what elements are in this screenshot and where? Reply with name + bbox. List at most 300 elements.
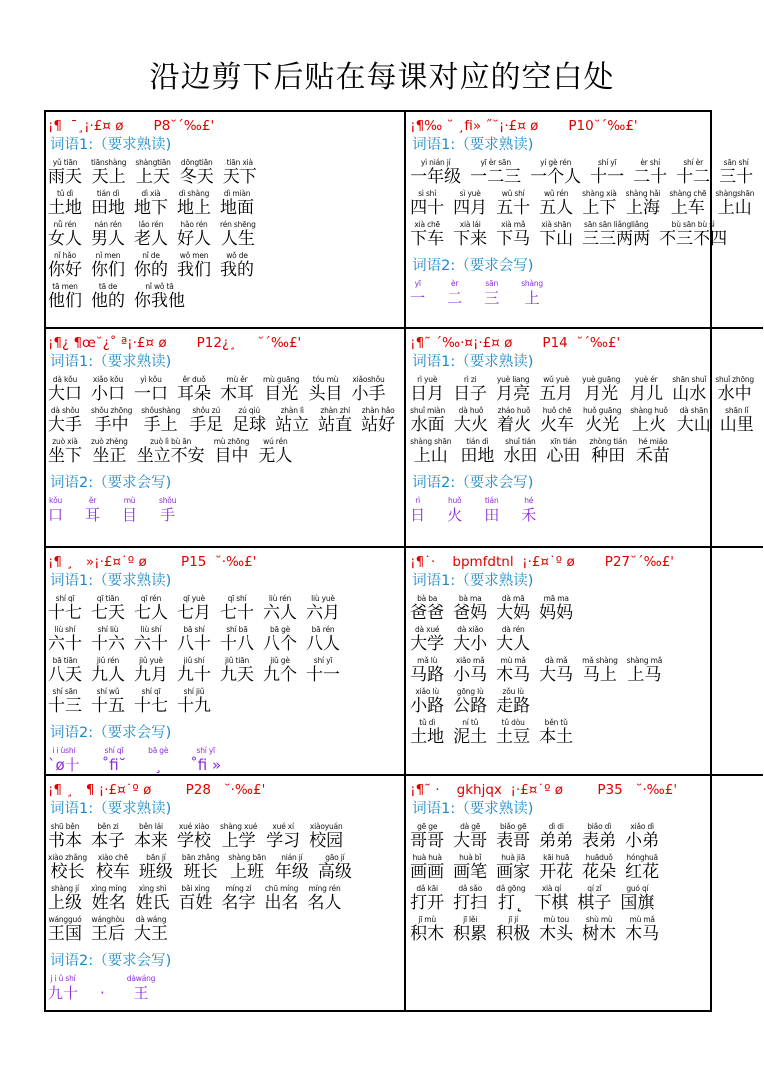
pinyin: èr bbox=[451, 279, 459, 288]
word bbox=[410, 189, 444, 219]
word bbox=[85, 496, 100, 526]
word bbox=[530, 158, 581, 188]
pinyin: shí qī bbox=[55, 594, 75, 603]
word bbox=[91, 158, 126, 188]
hanzi: 十五 bbox=[91, 696, 125, 716]
pinyin: huǒ chē bbox=[542, 406, 572, 415]
word bbox=[48, 625, 82, 655]
word-row bbox=[410, 718, 763, 748]
pinyin: zháo huǒ bbox=[497, 406, 531, 415]
pinyin: míng zì bbox=[225, 884, 252, 893]
pinyin: jiǔ tiān bbox=[224, 656, 250, 665]
word bbox=[91, 220, 125, 250]
pinyin: dà shān bbox=[679, 406, 708, 415]
hanzi: 学习 bbox=[266, 831, 301, 851]
hanzi: 我的 bbox=[220, 260, 254, 280]
hanzi: 站好 bbox=[361, 415, 396, 435]
word bbox=[177, 625, 211, 655]
hanzi: 五人 bbox=[539, 198, 574, 218]
word bbox=[232, 406, 266, 436]
hanzi: 画笔 bbox=[453, 862, 488, 882]
hanzi: 目光 bbox=[264, 384, 299, 404]
hanzi: 走路 bbox=[496, 696, 531, 716]
hanzi: 你好 bbox=[48, 260, 82, 280]
hanzi: ˚fi » bbox=[190, 756, 222, 774]
word bbox=[306, 594, 340, 624]
word bbox=[410, 220, 444, 250]
hanzi: 下山 bbox=[539, 229, 574, 249]
pinyin: mù bbox=[123, 496, 136, 505]
hanzi: 大山 bbox=[676, 415, 711, 435]
pinyin: bù sān bù sì bbox=[671, 220, 715, 229]
word-row bbox=[48, 746, 404, 776]
hanzi: 十六 bbox=[91, 634, 125, 654]
hanzi: 手上 bbox=[143, 415, 178, 435]
word bbox=[453, 656, 487, 686]
pinyin: dǎ gōng bbox=[496, 884, 526, 893]
hanzi: 本土 bbox=[539, 727, 574, 747]
word bbox=[177, 687, 211, 717]
word bbox=[627, 656, 662, 686]
hanzi: 耳朵 bbox=[177, 384, 211, 404]
word bbox=[496, 687, 530, 717]
pinyin: tǔ dì bbox=[57, 189, 73, 198]
pinyin: huāduǒ bbox=[585, 853, 613, 862]
word bbox=[91, 594, 125, 624]
word-row bbox=[48, 189, 404, 219]
hanzi: 国旗 bbox=[620, 893, 655, 913]
word-row bbox=[410, 687, 763, 717]
word bbox=[583, 406, 621, 436]
pinyin: bā shí bbox=[183, 625, 205, 634]
word bbox=[48, 822, 82, 852]
pinyin: tóu mù bbox=[312, 375, 339, 384]
word bbox=[496, 594, 530, 624]
word bbox=[410, 437, 451, 467]
word bbox=[308, 884, 342, 914]
pinyin: shàng chē bbox=[669, 189, 707, 198]
pinyin: shuǐ zhōng bbox=[715, 375, 754, 384]
pinyin: běn lái bbox=[139, 822, 163, 831]
lesson-header: ¡¶˜ · gkhjqx ¡·£¤˙º ø P35 ˘·‰£' bbox=[410, 782, 678, 798]
hanzi: 四月 bbox=[453, 198, 488, 218]
hanzi: 火光 bbox=[585, 415, 620, 435]
pinyin: shí jiǔ bbox=[183, 687, 205, 696]
pinyin: dà shǒu bbox=[50, 406, 80, 415]
hanzi: 手足 bbox=[189, 415, 224, 435]
hanzi: 五十 bbox=[496, 198, 531, 218]
pinyin: dà wáng bbox=[135, 915, 167, 924]
pinyin: yuè guāng bbox=[582, 375, 621, 384]
lesson-header: ¡¶¿ ¶œ˘¿˚ ª¡·£¤ ø P12¿¸ ˘´‰£' bbox=[48, 335, 302, 351]
word bbox=[460, 437, 494, 467]
hanzi: 我们 bbox=[177, 260, 211, 280]
pinyin: wánghòu bbox=[91, 915, 125, 924]
hanzi: 九人 bbox=[91, 665, 125, 685]
word bbox=[410, 594, 444, 624]
word bbox=[410, 718, 444, 748]
word bbox=[539, 822, 573, 852]
pinyin: huǒ bbox=[447, 496, 462, 505]
hanzi: 树木 bbox=[582, 924, 617, 944]
hanzi: 泥土 bbox=[453, 727, 488, 747]
pinyin: jiǔ gè bbox=[270, 656, 290, 665]
pinyin: xiǎo lù bbox=[415, 687, 439, 696]
hanzi: 大学 bbox=[410, 634, 445, 654]
hanzi: 不三不四 bbox=[659, 229, 728, 249]
word bbox=[102, 746, 126, 776]
hanzi: 七月 bbox=[177, 603, 211, 623]
lesson-cell bbox=[46, 329, 406, 548]
hanzi: 十七 bbox=[134, 696, 168, 716]
word bbox=[134, 282, 185, 312]
pinyin: guó qí bbox=[626, 884, 649, 893]
hanzi: 着火 bbox=[497, 415, 531, 435]
word bbox=[626, 189, 661, 219]
pinyin: dì shàng bbox=[178, 189, 210, 198]
pinyin: liù yuè bbox=[311, 594, 335, 603]
word-row bbox=[48, 496, 404, 526]
word bbox=[134, 220, 168, 250]
hanzi: 大人 bbox=[496, 634, 531, 654]
word bbox=[134, 625, 168, 655]
pinyin: bà ba bbox=[417, 594, 438, 603]
pinyin: dà kǒu bbox=[52, 375, 78, 384]
hanzi: 四十 bbox=[410, 198, 445, 218]
pinyin: mù mǎ bbox=[629, 915, 655, 924]
pinyin: dàwáng bbox=[126, 974, 156, 983]
word bbox=[534, 884, 568, 914]
hanzi: 打扫 bbox=[453, 893, 488, 913]
hanzi: 日 bbox=[410, 506, 426, 524]
word bbox=[720, 406, 754, 436]
pinyin: sān bbox=[485, 279, 499, 288]
pinyin: wǔ yuè bbox=[543, 375, 570, 384]
word bbox=[539, 220, 573, 250]
hanzi: 八天 bbox=[48, 665, 82, 685]
word bbox=[48, 656, 82, 686]
word bbox=[496, 718, 530, 748]
word bbox=[220, 625, 254, 655]
word bbox=[496, 915, 530, 945]
pinyin: bā gè bbox=[148, 746, 169, 755]
word bbox=[453, 718, 487, 748]
word bbox=[582, 189, 616, 219]
pinyin: nǚ rén bbox=[53, 220, 77, 229]
word-row bbox=[48, 884, 404, 914]
hanzi: 天下 bbox=[222, 167, 257, 187]
pinyin: zhàn hǎo bbox=[361, 406, 395, 415]
word bbox=[48, 282, 82, 312]
pinyin: rì zi bbox=[463, 375, 477, 384]
lesson-header: ¡¶ ¯¸¡·£¤ ø P8˘´‰£' bbox=[48, 118, 215, 134]
pinyin: qī shí bbox=[227, 594, 247, 603]
hanzi: 他们 bbox=[48, 291, 82, 311]
hanzi: 耳 bbox=[85, 506, 101, 524]
pinyin: dì xià bbox=[141, 189, 161, 198]
lesson-cell bbox=[406, 776, 763, 1010]
word bbox=[410, 496, 425, 526]
pinyin: shí bā bbox=[226, 625, 248, 634]
hanzi: 水面 bbox=[410, 415, 445, 435]
section-label: 词语1:（要求熟读) bbox=[50, 137, 172, 153]
word bbox=[410, 687, 444, 717]
pinyin: wǔ shí bbox=[501, 189, 525, 198]
hanzi: 男人 bbox=[91, 229, 125, 249]
pinyin: shàng bān bbox=[228, 853, 266, 862]
word bbox=[48, 594, 82, 624]
hanzi: 十八 bbox=[220, 634, 254, 654]
pinyin: shū běn bbox=[50, 822, 80, 831]
word-row bbox=[410, 437, 763, 467]
hanzi: 爸爸 bbox=[410, 603, 445, 623]
pinyin: yì kǒu bbox=[140, 375, 162, 384]
pinyin: xìng míng bbox=[91, 884, 127, 893]
hanzi: 八人 bbox=[306, 634, 340, 654]
word bbox=[453, 594, 487, 624]
hanzi: 七十 bbox=[220, 603, 254, 623]
pinyin: xià mǎ bbox=[501, 220, 526, 229]
pinyin: zuò lì bù ān bbox=[150, 437, 192, 446]
lesson-cell bbox=[406, 112, 763, 329]
hanzi: 一二三 bbox=[470, 167, 522, 187]
pinyin: shàng bbox=[521, 279, 543, 288]
word bbox=[539, 594, 573, 624]
word bbox=[91, 822, 125, 852]
hanzi: 木马 bbox=[625, 924, 660, 944]
word bbox=[265, 884, 299, 914]
pinyin: tián dì bbox=[466, 437, 489, 446]
pinyin: mù mǎ bbox=[500, 656, 526, 665]
pinyin: zuò xià bbox=[52, 437, 78, 446]
word bbox=[496, 220, 530, 250]
pinyin: mā ma bbox=[543, 594, 569, 603]
pinyin: rén shēng bbox=[220, 220, 256, 229]
pinyin: shàngshān bbox=[715, 189, 755, 198]
word bbox=[220, 375, 254, 405]
pinyin: dà xué bbox=[414, 625, 440, 634]
word bbox=[410, 853, 444, 883]
word bbox=[91, 687, 125, 717]
word bbox=[91, 437, 128, 467]
word bbox=[48, 189, 82, 219]
hanzi: 红花 bbox=[625, 862, 660, 882]
pinyin: qī tiān bbox=[96, 594, 120, 603]
hanzi: 田地 bbox=[91, 198, 125, 218]
hanzi: 三 bbox=[484, 289, 500, 307]
word bbox=[497, 406, 531, 436]
pinyin: ěr duǒ bbox=[182, 375, 206, 384]
word bbox=[453, 822, 487, 852]
word bbox=[134, 822, 168, 852]
hanzi: 上班 bbox=[230, 862, 265, 882]
word bbox=[275, 853, 309, 883]
word bbox=[410, 406, 445, 436]
pinyin: zhàn lì bbox=[280, 406, 304, 415]
hanzi: 土豆 bbox=[496, 727, 531, 747]
pinyin: kāi huā bbox=[543, 853, 570, 862]
hanzi: 校长 bbox=[50, 862, 85, 882]
pinyin: jī lěi bbox=[463, 915, 478, 924]
word bbox=[410, 279, 425, 309]
hanzi: 月亮 bbox=[496, 384, 531, 404]
hanzi: 百姓 bbox=[178, 893, 213, 913]
word bbox=[453, 625, 487, 655]
hanzi: 木耳 bbox=[220, 384, 254, 404]
lesson-header: ¡¶ ¸ »¡·£¤˙º ø P15 ˘·‰£' bbox=[48, 554, 257, 570]
pinyin: tián bbox=[484, 496, 499, 505]
pinyin: tiān xià bbox=[226, 158, 253, 167]
word bbox=[100, 974, 105, 1004]
hanzi: 小口 bbox=[91, 384, 125, 404]
hanzi: 上下 bbox=[582, 198, 617, 218]
pinyin: shàng mǎ bbox=[626, 656, 663, 665]
hanzi: 大王 bbox=[134, 924, 168, 944]
word bbox=[220, 251, 254, 281]
pinyin: yuè liang bbox=[496, 375, 530, 384]
word bbox=[496, 375, 530, 405]
pinyin: shàngtiān bbox=[135, 158, 171, 167]
word bbox=[582, 822, 616, 852]
pinyin: jiǔ yuè bbox=[139, 656, 163, 665]
hanzi: 上天 bbox=[136, 167, 171, 187]
hanzi: 八个 bbox=[263, 634, 297, 654]
word-row bbox=[48, 437, 404, 467]
word bbox=[620, 884, 654, 914]
word-row bbox=[48, 406, 404, 436]
word bbox=[582, 375, 620, 405]
hanzi: 哥哥 bbox=[410, 831, 445, 851]
hanzi: 下来 bbox=[453, 229, 488, 249]
word bbox=[453, 189, 487, 219]
pinyin: yǔ tiān bbox=[52, 158, 78, 167]
hanzi: 禾苗 bbox=[635, 446, 670, 466]
word bbox=[521, 496, 536, 526]
pinyin: sì shí bbox=[418, 189, 437, 198]
word bbox=[91, 282, 125, 312]
pinyin: mù tou bbox=[543, 915, 569, 924]
hanzi: 十九 bbox=[177, 696, 211, 716]
hanzi: 小弟 bbox=[625, 831, 660, 851]
pinyin: dì di bbox=[548, 822, 564, 831]
lesson-grid bbox=[44, 110, 755, 1012]
section-label: 词语1:（要求熟读) bbox=[50, 354, 172, 370]
pinyin: xiǎo mǎ bbox=[455, 656, 485, 665]
word bbox=[214, 437, 250, 467]
hanzi: 上海 bbox=[626, 198, 661, 218]
word bbox=[484, 496, 499, 526]
word-row bbox=[48, 251, 404, 281]
word-row bbox=[410, 158, 763, 188]
word-row bbox=[48, 656, 404, 686]
hanzi: 手中 bbox=[94, 415, 129, 435]
pinyin: wángguó bbox=[48, 915, 82, 924]
pinyin: dǎ kāi bbox=[416, 884, 438, 893]
pinyin: dǎ sǎo bbox=[458, 884, 482, 893]
hanzi: 头目 bbox=[308, 384, 343, 404]
pinyin: bǎi xìng bbox=[181, 884, 210, 893]
word bbox=[582, 915, 616, 945]
lesson-cell bbox=[406, 329, 763, 548]
hanzi: 种田 bbox=[591, 446, 626, 466]
hanzi: 上火 bbox=[632, 415, 667, 435]
pinyin: shàng huǒ bbox=[630, 406, 668, 415]
word bbox=[582, 220, 650, 250]
word bbox=[177, 220, 211, 250]
pinyin: xiàoyuán bbox=[309, 822, 343, 831]
word bbox=[134, 251, 168, 281]
word-row bbox=[48, 282, 404, 312]
word bbox=[48, 220, 82, 250]
word bbox=[410, 822, 444, 852]
pinyin: wú rén bbox=[263, 437, 288, 446]
hanzi: 大小 bbox=[453, 634, 488, 654]
word bbox=[410, 915, 444, 945]
word bbox=[228, 853, 265, 883]
word bbox=[521, 279, 543, 309]
hanzi: 一 bbox=[410, 289, 426, 307]
hanzi: 心田 bbox=[546, 446, 581, 466]
hanzi: 表弟 bbox=[582, 831, 617, 851]
section-label: 词语1:（要求熟读) bbox=[50, 573, 172, 589]
word bbox=[48, 853, 87, 883]
pinyin: běn zi bbox=[97, 822, 119, 831]
pinyin: dà xiǎo bbox=[457, 625, 484, 634]
hanzi: 田 bbox=[484, 506, 500, 524]
hanzi: 九十 bbox=[48, 984, 79, 1002]
word bbox=[410, 625, 444, 655]
hanzi: 一口 bbox=[134, 384, 168, 404]
word bbox=[677, 406, 711, 436]
hanzi: 一年级 bbox=[410, 167, 462, 187]
pinyin: shǒu zú bbox=[192, 406, 221, 415]
word-row bbox=[410, 375, 763, 405]
word-row bbox=[410, 220, 763, 250]
lesson-header: ¡¶‰ ˘ ¸fi» ˝˘¡·£¤ ø P10˘´‰£' bbox=[410, 118, 638, 134]
pinyin: sì yuè bbox=[459, 189, 481, 198]
hanzi: 积极 bbox=[496, 924, 531, 944]
word bbox=[539, 375, 573, 405]
pinyin: nǐ men bbox=[95, 251, 121, 260]
hanzi: 三三两两 bbox=[582, 229, 651, 249]
pinyin: qī rén bbox=[140, 594, 162, 603]
pinyin: bān jí bbox=[146, 853, 166, 862]
pinyin: zuò zhèng bbox=[91, 437, 128, 446]
pinyin: huà jiā bbox=[501, 853, 526, 862]
hanzi: 你的 bbox=[134, 260, 168, 280]
hanzi: 水中 bbox=[717, 384, 752, 404]
word bbox=[496, 853, 530, 883]
hanzi: 上级 bbox=[48, 893, 82, 913]
word-row bbox=[48, 974, 404, 1004]
hanzi: 坐立不安 bbox=[136, 446, 205, 466]
lesson-header: ¡¶˜ ´‰·¤¡·£¤ ø P14 ˘´‰£' bbox=[410, 335, 621, 351]
word-row bbox=[48, 158, 404, 188]
word-row bbox=[48, 687, 404, 717]
word bbox=[659, 220, 727, 250]
word bbox=[127, 974, 155, 1004]
hanzi: 小路 bbox=[410, 696, 445, 716]
pinyin: běn tǔ bbox=[544, 718, 568, 727]
hanzi: 六十 bbox=[48, 634, 82, 654]
word-row bbox=[48, 822, 404, 852]
word bbox=[484, 279, 499, 309]
pinyin: xiào chē bbox=[97, 853, 128, 862]
pinyin: shí qī bbox=[104, 746, 124, 755]
hanzi: 无人 bbox=[258, 446, 293, 466]
hanzi: 火 bbox=[447, 506, 463, 524]
word bbox=[715, 189, 754, 219]
